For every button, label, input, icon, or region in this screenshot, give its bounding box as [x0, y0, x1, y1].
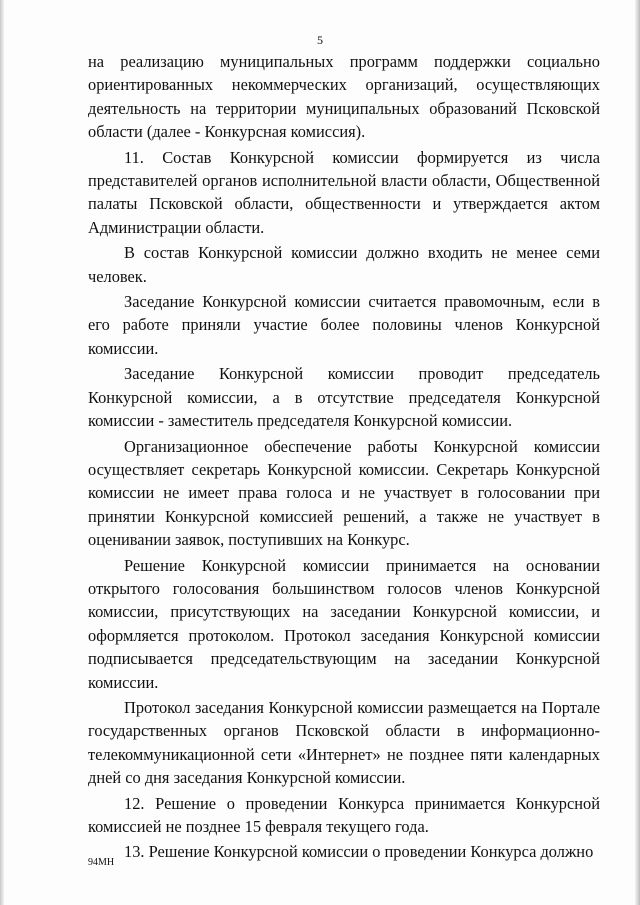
paragraph-min-members: В состав Конкурсной комиссии должно входить не менее семи человек.	[88, 243, 600, 286]
paragraph-12-decision: 12. Решение о проведении Конкурса принимается Конкурсной комиссией не позднее 15 февраля текущего года.	[88, 793, 600, 836]
paragraph-protocol-publication: Протокол заседания Конкурсной комиссии размещается на Портале государственных органов Псковской области в информационно-телекоммуникационной сети «Интернет» не позднее пяти календарных дней со дня заседания Конкурсной комиссии.	[88, 697, 600, 788]
paragraph-secretary: Организационное обеспечение работы Конкурсной комиссии осуществляет секретарь Конкурсной комиссии. Секретарь Конкурсной комиссии не имеет права голоса и не участвует в голосовании при принятии Конкурсной комиссией решений, а также не участвует в оценивании заявок, поступивших на Конкурс.	[88, 436, 600, 550]
paragraph-13-decision: 13. Решение Конкурсной комиссии о проведении Конкурса должно	[124, 842, 594, 862]
page-number: 5	[317, 33, 323, 47]
paragraph-commission-definition: на реализацию муниципальных программ поддержки социально ориентированных некоммерческих организаций, осуществляющих деятельность на территории муниципальных образований Псковской области (далее - Конкурсная комиссия).	[88, 52, 600, 142]
paragraph-voting: Решение Конкурсной комиссии принимается на основании открытого голосования большинством голосов членов Конкурсной комиссии, присутствующих на заседании Конкурсной комиссии, и оформляется протоколом. Протокол заседания Конкурсной комиссии подписывается председательствующим на заседании Конкурсной комиссии.	[88, 555, 600, 692]
scan-edge-left	[0, 0, 4, 905]
paragraph-quorum: Заседание Конкурсной комиссии считается правомочным, если в его работе приняли участие более половины членов Конкурсной комиссии.	[88, 292, 600, 358]
paragraph-chair: Заседание Конкурсной комиссии проводит председатель Конкурсной комиссии, а в отсутствие председателя Конкурсной комиссии - заместитель председателя Конкурсной комиссии.	[88, 364, 600, 431]
document-body	[88, 50, 600, 866]
scan-edge-right	[635, 0, 640, 905]
paragraph-11-composition: 11. Состав Конкурсной комиссии формируется из числа представителей органов исполнительной власти области, Общественной палаты Псковской области, общественности и утверждается актом Администрации области.	[88, 147, 600, 237]
document-code: 94МН	[88, 857, 115, 868]
